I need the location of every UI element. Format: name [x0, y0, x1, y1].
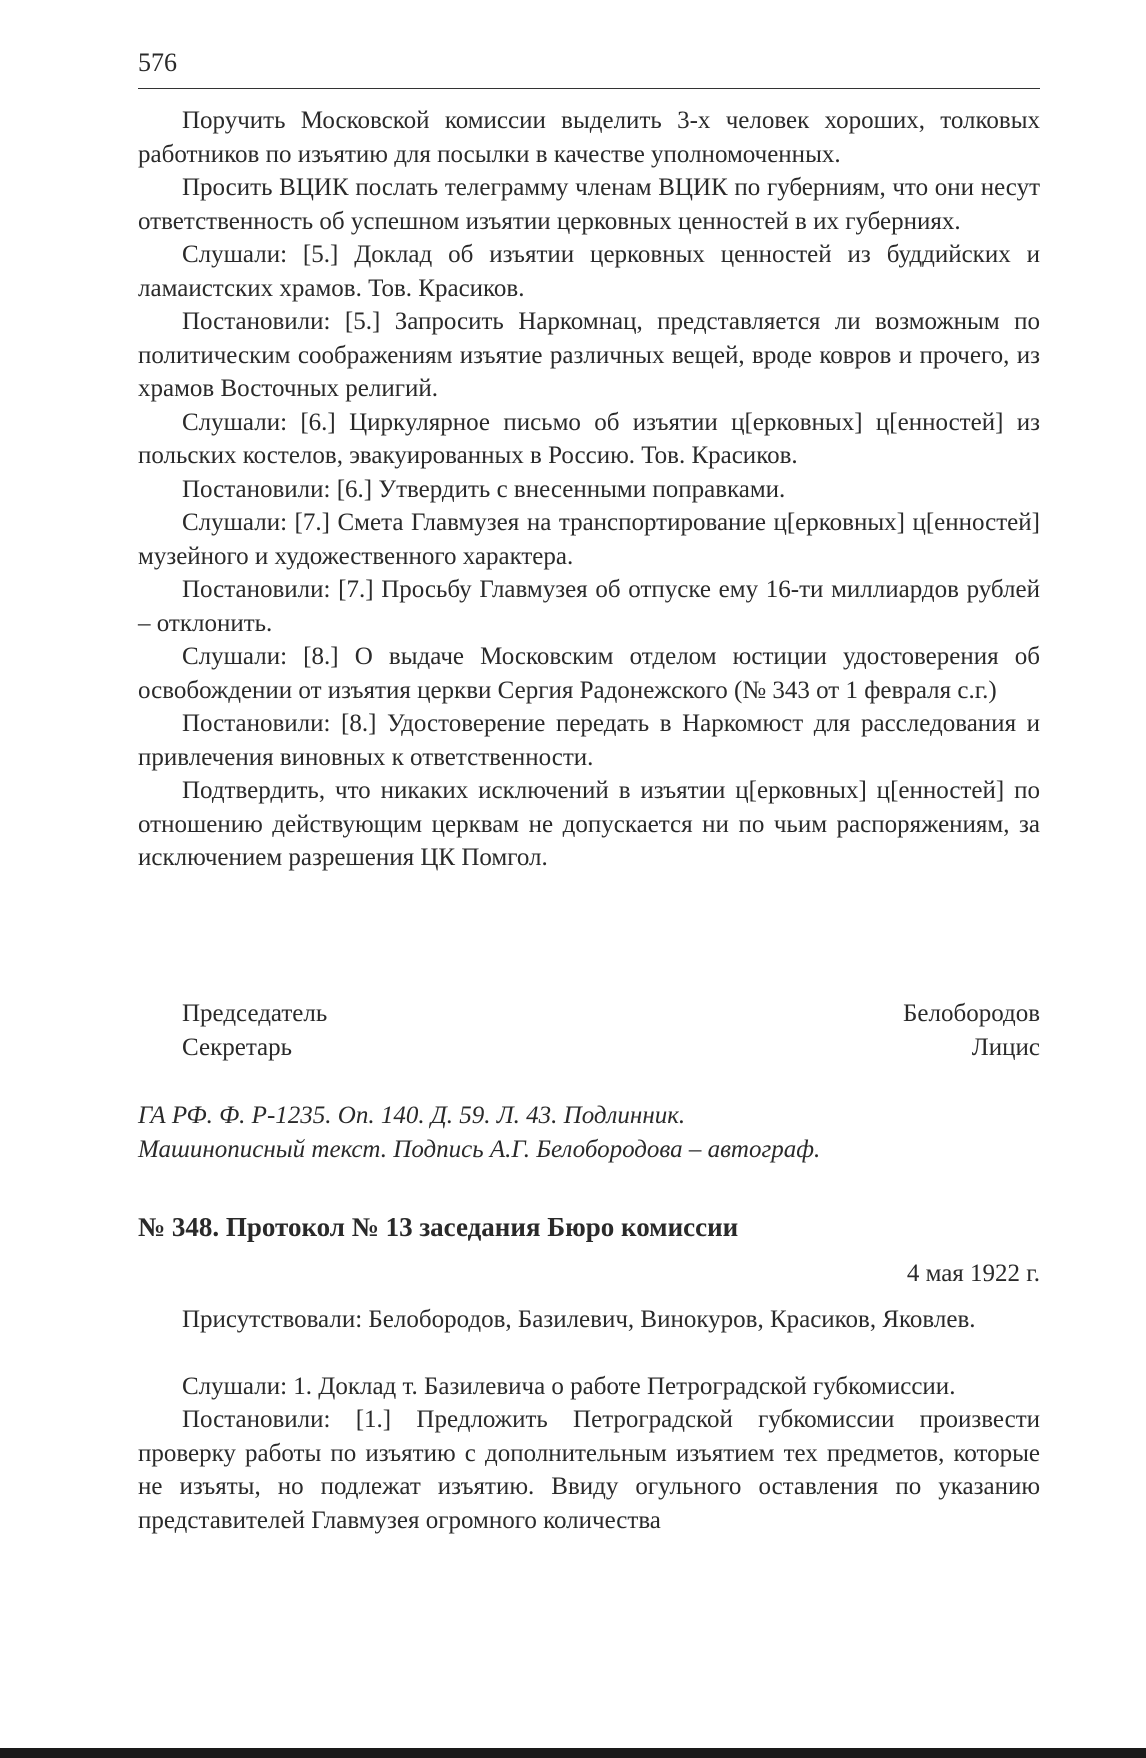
signature-name: Белобородов	[903, 1000, 1040, 1027]
archival-source-note	[138, 1099, 1040, 1167]
paragraph-present: Присутствовали: Белобородов, Базилевич, Винокуров, Красиков, Яковлев.	[182, 1306, 976, 1333]
paragraph-decided-7: Постановили: [7.] Просьбу Главмузея об отпуске ему 16-ти миллиардов рублей – отклонить.	[138, 576, 1040, 637]
source-description: Машинописный текст. Подпись А.Г. Белобородова – автограф.	[138, 1136, 821, 1163]
paragraph-decided-6: Постановили: [6.] Утвердить с внесенными поправками.	[182, 475, 786, 503]
protocol-13-body	[138, 1303, 1040, 1537]
paragraph-heard-6: Слушали: [6.] Циркулярное письмо об изъятии ц[ерковных] ц[енностей] из польских костелов, эвакуированных в Россию. Тов. Красиков.	[138, 408, 1040, 469]
document-date: 4 мая 1922 г.	[906, 1260, 1040, 1287]
paragraph-vtsik-telegram: Просить ВЦИК послать телеграмму членам ВЦИК по губерниям, что они несут ответственность об успешном изъятии церковных ценностей в их губерниях.	[138, 174, 1040, 235]
paragraph-confirm-no-exceptions: Подтвердить, что никаких исключений в изъятии ц[ерковных] ц[енностей] по отношению действующим церквам не допускается ни по чьим распоряжениям, за исключением разрешения ЦК Помгол.	[138, 777, 1040, 871]
signature-row-chairman	[182, 997, 1040, 1031]
paragraph-assign-workers: Поручить Московской комиссии выделить 3-х человек хороших, толковых работников по изъятию для посылки в качестве уполномоченных.	[138, 107, 1040, 168]
page-number: 576	[138, 48, 177, 77]
source-reference: ГА РФ. Ф. Р-1235. Оп. 140. Д. 59. Л. 43. Подлинник.	[138, 1102, 686, 1129]
signature-role: Председатель	[182, 1000, 328, 1027]
protocol-continuation	[138, 104, 1040, 875]
paragraph-decided-5: Постановили: [5.] Запросить Наркомнац, представляется ли возможным по политическим соображениям изъятие различных вещей, вроде ковров и прочего, из храмов Восточных религий.	[138, 308, 1040, 402]
document-heading: № 348. Протокол № 13 заседания Бюро комиссии	[138, 1212, 739, 1242]
header-rule	[138, 88, 1040, 89]
signature-name: Лицис	[971, 1034, 1040, 1061]
bottom-edge-bar	[0, 1748, 1146, 1758]
signature-role: Секретарь	[182, 1034, 293, 1061]
paragraph-heard-1: Слушали: 1. Доклад т. Базилевича о работе Петроградской губкомиссии.	[182, 1372, 956, 1400]
signature-row-secretary	[182, 1031, 1040, 1065]
signature-block	[182, 997, 1040, 1065]
paragraph-decided-1: Постановили: [1.] Предложить Петроградской губкомиссии произвести проверку работы по изъятию с дополнительным изъятием тех предметов, которые не изъяты, но подлежат изъятию. Ввиду огульного оставления по указанию представителей Главмузея огромного количества	[138, 1406, 1040, 1534]
paragraph-heard-5: Слушали: [5.] Доклад об изъятии церковных ценностей из буддийских и ламаистских храмов. Тов. Красиков.	[138, 241, 1040, 302]
paragraph-heard-7: Слушали: [7.] Смета Главмузея на транспортирование ц[ерковных] ц[енностей] музейного и художественного характера.	[138, 509, 1040, 570]
paragraph-decided-8: Постановили: [8.] Удостоверение передать в Наркомюст для расследования и привлечения виновных к ответственности.	[138, 710, 1040, 771]
paragraph-heard-8: Слушали: [8.] О выдаче Московским отделом юстиции удостоверения об освобождении от изъятия церкви Сергия Радонежского (№ 343 от 1 февраля с.г.)	[138, 643, 1040, 704]
